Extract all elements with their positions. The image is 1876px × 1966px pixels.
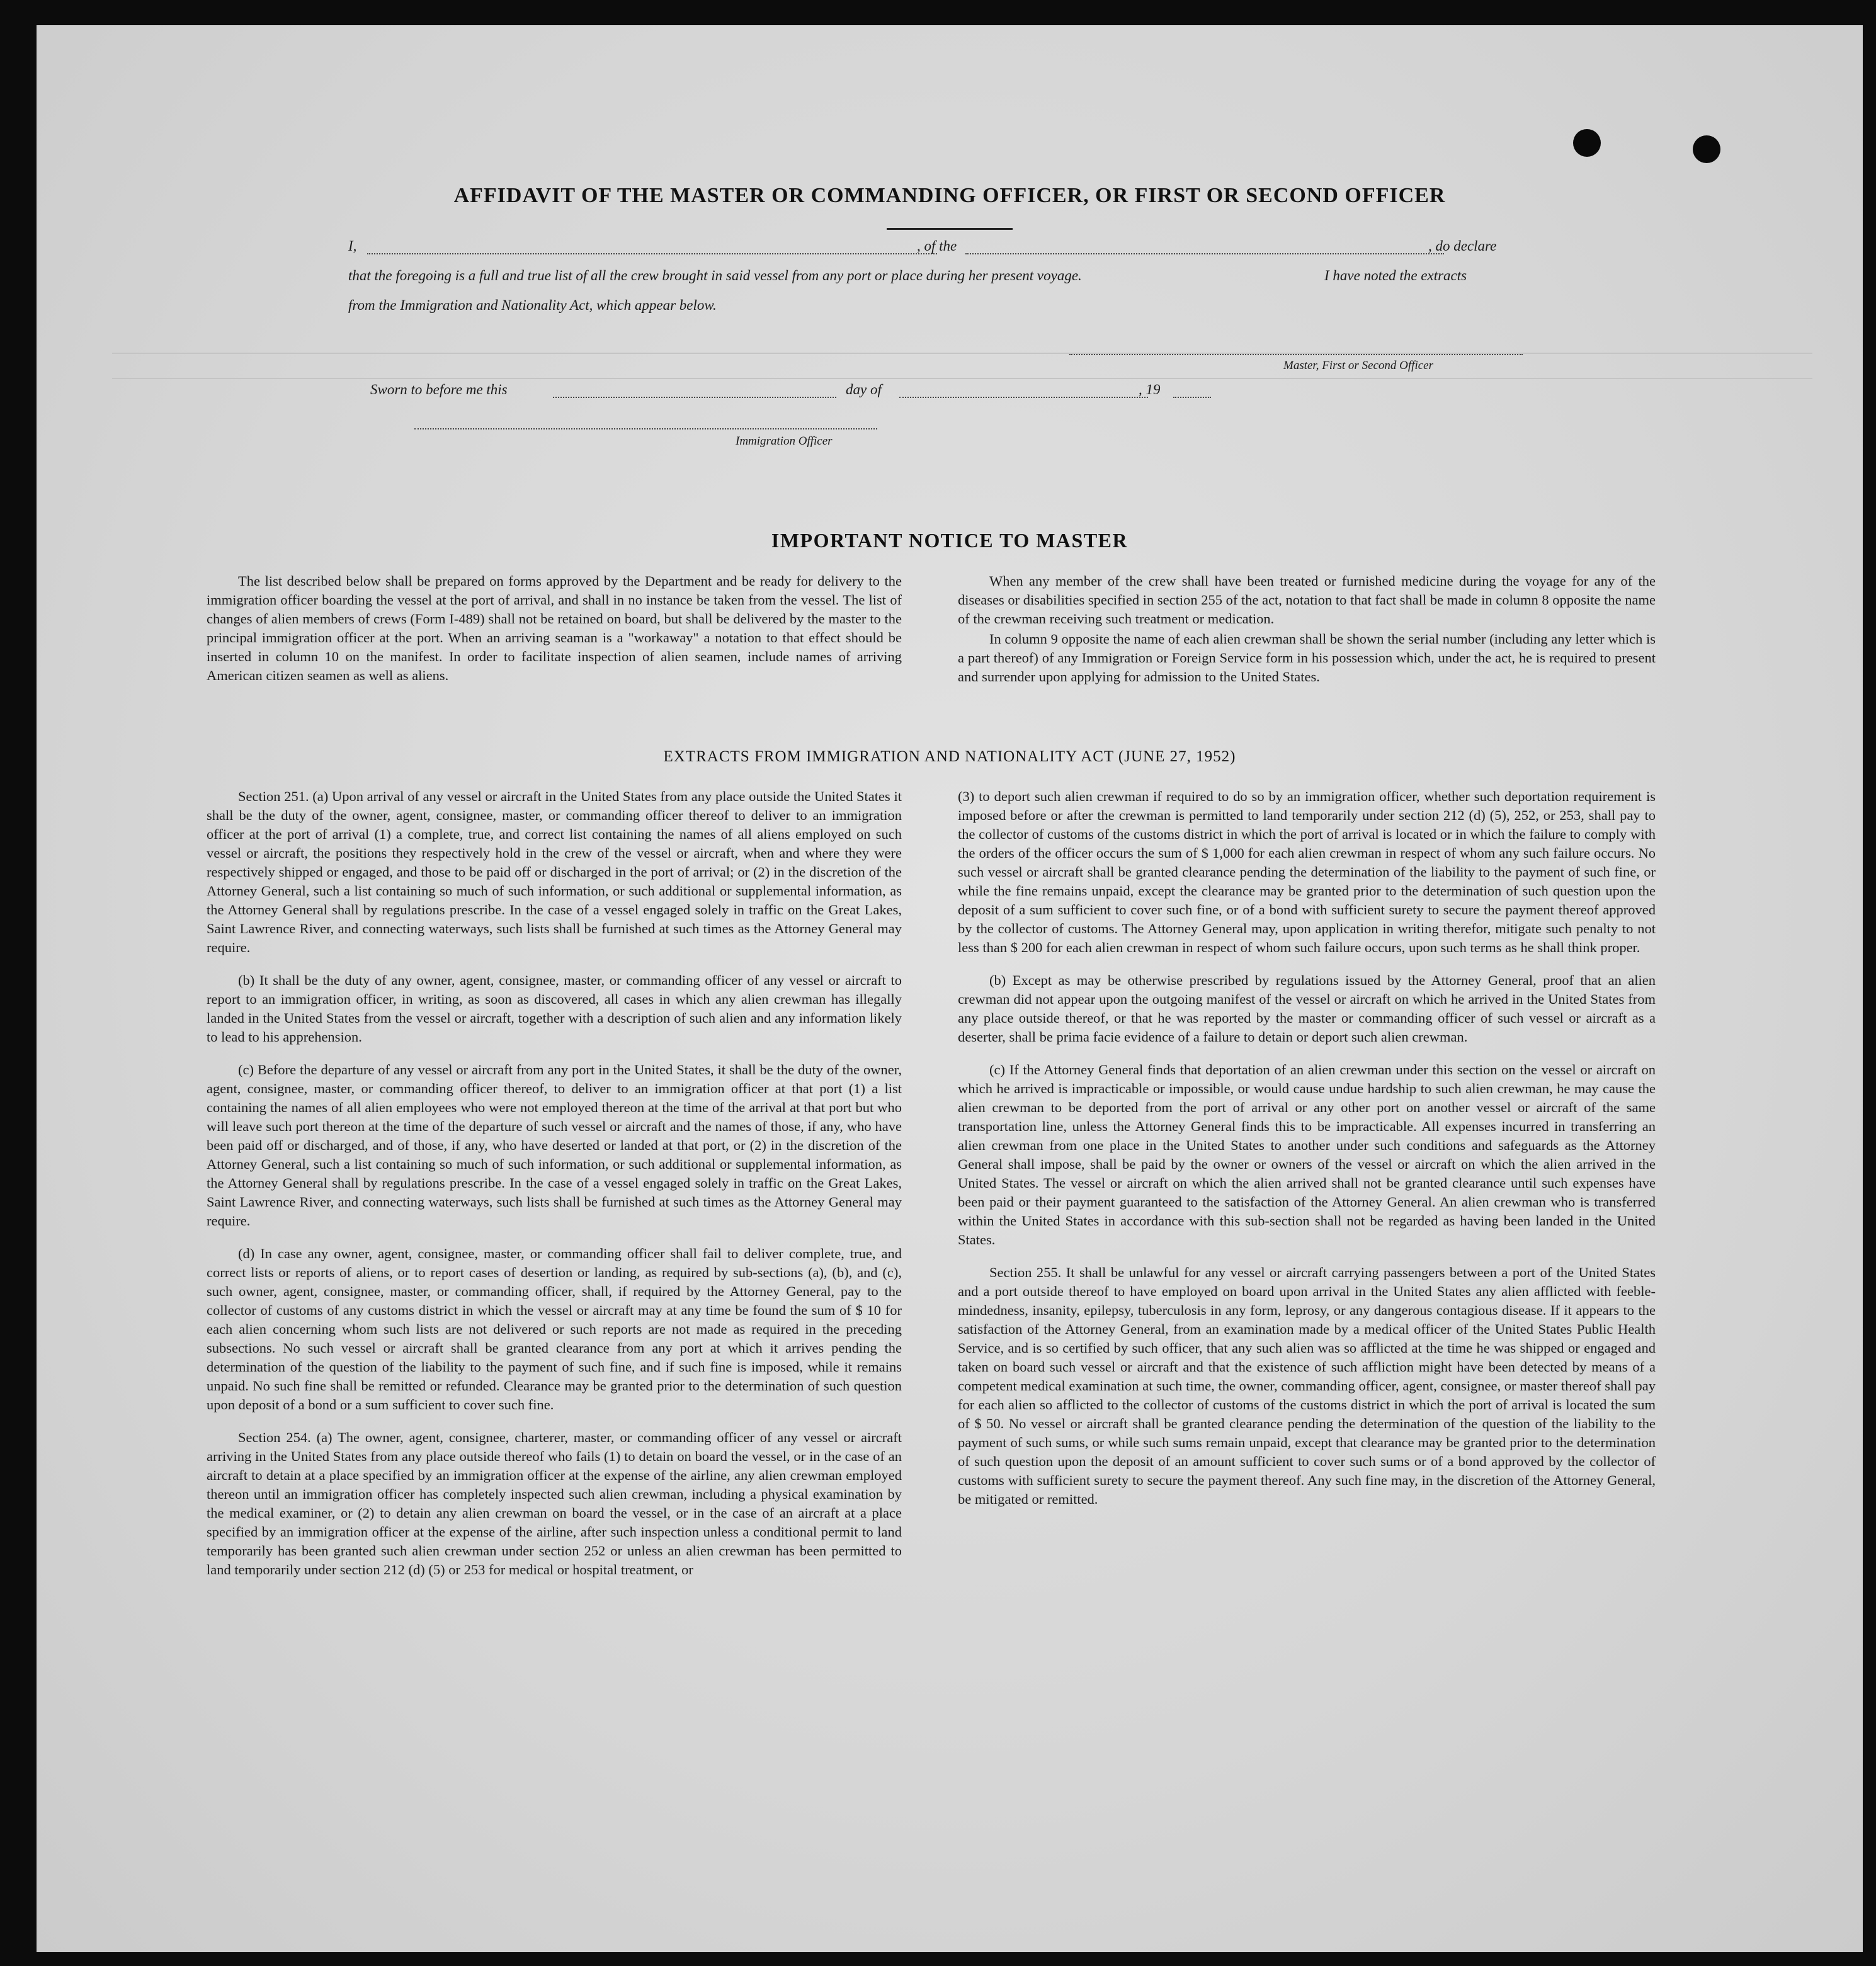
bleed-through-rule: [112, 353, 1812, 354]
affidavit-of-the: , of the: [917, 238, 957, 254]
sworn-day-blank: [553, 397, 836, 398]
notice-left-column: [207, 572, 902, 699]
master-signature-label: Master, First or Second Officer: [1283, 359, 1434, 372]
extracts-right-column: [958, 787, 1656, 1523]
vessel-blank: [965, 253, 1444, 254]
notice-right-paragraph-1: When any member of the crew shall have been treated or furnished medicine during the voyage for any of the diseases or disabilities specified in section 255 of the act, notation to that fact shall be made in column 8 opposite the name of the crewman receiving such treatment or medication.: [958, 573, 1656, 627]
name-blank: [367, 253, 937, 254]
extracts-left-column: [207, 787, 902, 1593]
affidavit-line-3: from the Immigration and Nationality Act, which appear below.: [348, 297, 717, 313]
punch-hole: [1693, 135, 1720, 163]
section-255: Section 255. It shall be unlawful for any vessel or aircraft carrying passengers between a port of the United States and a port outside thereof to have employed on board upon arrival in the United States any alien afflicted with feeble-mindedness, insanity, epilepsy, tuberculosis in any form, leprosy, or any dangerous contagious disease. If it appears to the satisfaction of the Attorney General, from an examination made by a medical officer of the United States Public Health Service, and is so certified by such officer, that any such alien was so afflicted at the time he was shipped or engaged and taken on board such vessel or aircraft and that the existence of such affliction might have been detected by means of a competent medical examination at such time, the owner, commanding officer, agent, consignee, or master thereof shall pay for each alien so afflicted to the collector of customs of the customs district in which the port of arrival is located the sum of $ 50. No vessel or aircraft shall be granted clearance pending the determination of the question of the liability to the payment of such sums, or while such sums remain unpaid, except that clearance may be granted prior to the determination of such question upon the deposit of an amount sufficient to cover such sums or of a bond approved by the collector of customs with sufficient surety to secure the payment thereof. Any such fine may, in the discretion of the Attorney General, be mitigated or remitted.: [958, 1264, 1656, 1507]
section-251a: Section 251. (a) Upon arrival of any vessel or aircraft in the United States from any place outside the United States it shall be the duty of the owner, agent, consignee, master, or commanding officer thereof to deliver to an immigration officer at the port of arrival (1) a complete, true, and correct list containing the names of all aliens employed on such vessel or aircraft, the positions they respectively hold in the crew of the vessel or aircraft, when and where they were respectively shipped or engaged, and those to be paid off or discharged in the port of arrival; or (2) in the discretion of the Attorney General, such a list containing so much of such information, or such additional or supplemental information, as the Attorney General shall by regulations prescribe. In the case of a vessel engaged solely in traffic on the Great Lakes, Saint Lawrence River, and connecting waterways, such lists shall be furnished at such times as the Attorney General may require.: [207, 788, 902, 955]
year-blank: [1173, 397, 1211, 398]
day-of-label: day of: [846, 382, 882, 397]
immigration-officer-label: Immigration Officer: [736, 435, 833, 448]
section-254a: Section 254. (a) The owner, agent, consignee, charterer, master, or commanding officer of any vessel or aircraft arriving in the United States from any place outside thereof who fails (1) to detain on board the vessel, or in the case of an aircraft to detain at a place specified by an immigration officer at the expense of the airline, any alien crewman employed thereon until an immigration officer has completely inspected such alien crewman, including a physical examination by the medical examiner, or (2) to detain any alien crewman on board the vessel, or in the case of an aircraft at a place specified by an immigration officer at the expense of the airline, after such inspection unless a conditional permit to land temporarily has been granted such alien crewman under section 252 or unless an alien crewman has been permitted to land temporarily under section 212 (d) (5) or 253 for medical or hospital treatment, or: [207, 1429, 902, 1577]
affidavit-title: AFFIDAVIT OF THE MASTER OR COMMANDING OFFICER, OR FIRST OR SECOND OFFICER: [453, 184, 1446, 207]
year-label: , 19: [1139, 382, 1161, 397]
punch-hole: [1573, 129, 1601, 157]
section-254c: (c) If the Attorney General finds that deportation of an alien crewman under this section on the vessel or aircraft on which he arrived is impracticable or impossible, or would cause undue hardship to such alien crewman, he may cause the alien crewman to be deported from the port of arrival or any other port on another vessel or aircraft of the same transportation line, unless the Attorney General finds this to be impracticable. All expenses incurred in transferring an alien crewman from one place in the United States to another under such conditions and safeguards as the Attorney General shall impose, shall be paid by the owner or owners of the vessel or aircraft on which the alien arrived in the United States. The vessel or aircraft on which the alien arrived shall not be granted clearance until such expenses have been paid or their payment guaranteed to the satisfaction of the Attorney General. An alien crewman who is transferred within the United States in accordance with this sub-section shall not be regarded as having been landed in the United States.: [958, 1062, 1656, 1247]
immigration-officer-signature-line: [414, 428, 877, 429]
month-blank: [899, 397, 1148, 398]
notice-left-paragraph: The list described below shall be prepared on forms approved by the Department and be ready for delivery to the immigration officer boarding the vessel at the port of arrival, and shall in no instance be taken from the vessel. The list of changes of alien members of crews (Form I-489) shall not be retained on board, but shall be delivered by the master to the principal immigration officer at the port. When an arriving seaman is a "workaway" a notation to that effect should be inserted in column 10 on the manifest. In order to facilitate inspection of alien seamen, include names of arriving American citizen seamen as well as aliens.: [207, 573, 902, 683]
scanned-page: [37, 25, 1863, 1952]
section-251d: (d) In case any owner, agent, consignee, master, or commanding officer shall fail to deliver complete, true, and correct lists or reports of aliens, or to report cases of desertion or landing, as required by sub-sections (a), (b), and (c), such owner, agent, consignee, master, or commanding officer, shall, if required by the Attorney General, pay to the collector of customs of any customs district in which the vessel or aircraft may at any time be found the sum of $ 10 for each alien concerning whom such lists are not delivered or such reports are not made as required in the preceding subsections. No such vessel or aircraft shall be granted clearance from any port at which it arrives pending the determination of the question of the liability to the payment of such fine, and if such fine is imposed, while it remains unpaid. No such fine shall be remitted or refunded. Clearance may be granted prior to the determination of such question upon deposit of a bond or a sum sufficient to cover such fine.: [207, 1246, 902, 1412]
section-254a-continued: (3) to deport such alien crewman if required to do so by an immigration officer, whether such deportation requirement is imposed before or after the crewman is permitted to land temporarily under section 212 (d) (5), 252, or 253, shall pay to the collector of customs of the customs district in which the port of arrival is located or in which the failure to comply with the orders of the officer occurs the sum of $ 1,000 for each alien crewman in respect of whom any such failure occurs. No such vessel or aircraft shall be granted clearance pending the determination of the liability to the payment of such fine, or while the fine remains unpaid, except the clearance may be granted prior to the determination of such question upon the deposit of a sum sufficient to cover such fine, or of a bond with sufficient surety to secure the payment thereof approved by the collector of customs. The Attorney General may, upon application in writing therefor, mitigate such penalty to not less than $ 200 for each alien crewman in respect of whom such failure occurs, upon such terms as he shall think proper.: [958, 788, 1656, 955]
affidavit-line-2: that the foregoing is a full and true list of all the crew brought in said vessel from any port or place during her present voyage.: [348, 268, 1082, 283]
notice-title: IMPORTANT NOTICE TO MASTER: [771, 529, 1128, 552]
notice-right-paragraph-2: In column 9 opposite the name of each alien crewman shall be shown the serial number (including any letter which is a part thereof) of any Immigration or Foreign Service form in his possession which, under the act, he is required to present and surrender upon applying for admission to the United States.: [958, 631, 1656, 685]
section-254b: (b) Except as may be otherwise prescribed by regulations issued by the Attorney General, proof that an alien crewman did not appear upon the outgoing manifest of the vessel or aircraft on which he arrived in the United States from any place outside thereof, or that he was reported by the master or commanding officer of such vessel or aircraft as a deserter, shall be prima facie evidence of a failure to detain or deport such alien crewman.: [958, 972, 1656, 1045]
extracts-title: EXTRACTS FROM IMMIGRATION AND NATIONALITY ACT (JUNE 27, 1952): [663, 748, 1236, 765]
bleed-through-rule: [112, 378, 1812, 379]
notice-right-column: [958, 572, 1656, 700]
master-signature-line: [1069, 354, 1523, 355]
affidavit-line-2-right: I have noted the extracts: [1324, 268, 1467, 283]
affidavit-i-label: I,: [348, 238, 357, 254]
affidavit-do-declare: , do declare: [1428, 238, 1497, 254]
section-251b: (b) It shall be the duty of any owner, agent, consignee, master, or commanding officer of any vessel or aircraft to report to an immigration officer, in writing, as soon as discovered, all cases in which any alien crewman has illegally landed in the United States from the vessel or aircraft, together with a description of such alien and any information likely to lead to his apprehension.: [207, 972, 902, 1045]
sworn-label: Sworn to before me this: [370, 382, 508, 397]
section-251c: (c) Before the departure of any vessel or aircraft from any port in the United States, it shall be the duty of the owner, agent, consignee, master, or commanding officer thereof, to deliver to an immigration officer at that port (1) a list containing the names of all alien employees who were not employed thereon at the time of the arrival at that port but who will leave such port thereon at the time of the departure of such vessel or aircraft and the names of those, if any, who have been paid off or discharged, and of those, if any, who have deserted or landed at that port, or (2) in the discretion of the Attorney General, such a list containing so much of such information, or such additional or supplemental information, as the Attorney General shall by regulations prescribe. In the case of a vessel engaged solely in traffic on the Great Lakes, Saint Lawrence River, and connecting waterways, such lists shall be furnished at such times as the Attorney General may require.: [207, 1062, 902, 1229]
title-rule: [887, 228, 1013, 230]
